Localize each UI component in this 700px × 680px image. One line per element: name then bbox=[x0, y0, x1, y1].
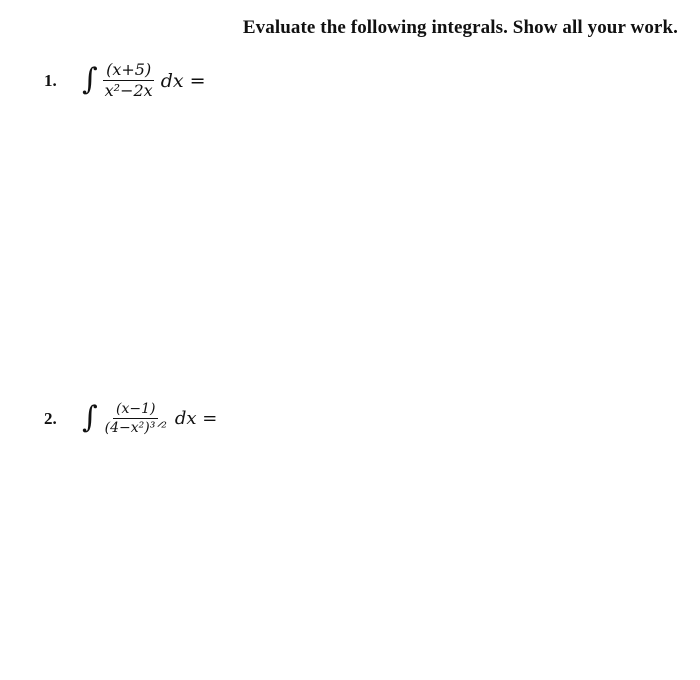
denominator: x²−2x bbox=[104, 80, 153, 100]
problem-1 bbox=[44, 62, 206, 100]
problem-number: 1. bbox=[44, 70, 57, 90]
numerator: (x+5) bbox=[103, 62, 154, 81]
integral-sign: ∫ bbox=[82, 61, 98, 97]
differential-equals: dx = bbox=[174, 408, 218, 430]
instructions-heading: Evaluate the following integrals. Show all your work. bbox=[242, 17, 678, 38]
problem-number: 2. bbox=[44, 408, 57, 428]
problem-2 bbox=[44, 399, 218, 436]
fraction bbox=[102, 402, 170, 435]
denominator: (4−x²)³ᐟ² bbox=[104, 419, 167, 436]
fraction bbox=[102, 62, 156, 100]
numerator: (x−1) bbox=[113, 402, 158, 419]
integral-sign: ∫ bbox=[82, 399, 98, 435]
differential-equals: dx = bbox=[160, 69, 206, 92]
